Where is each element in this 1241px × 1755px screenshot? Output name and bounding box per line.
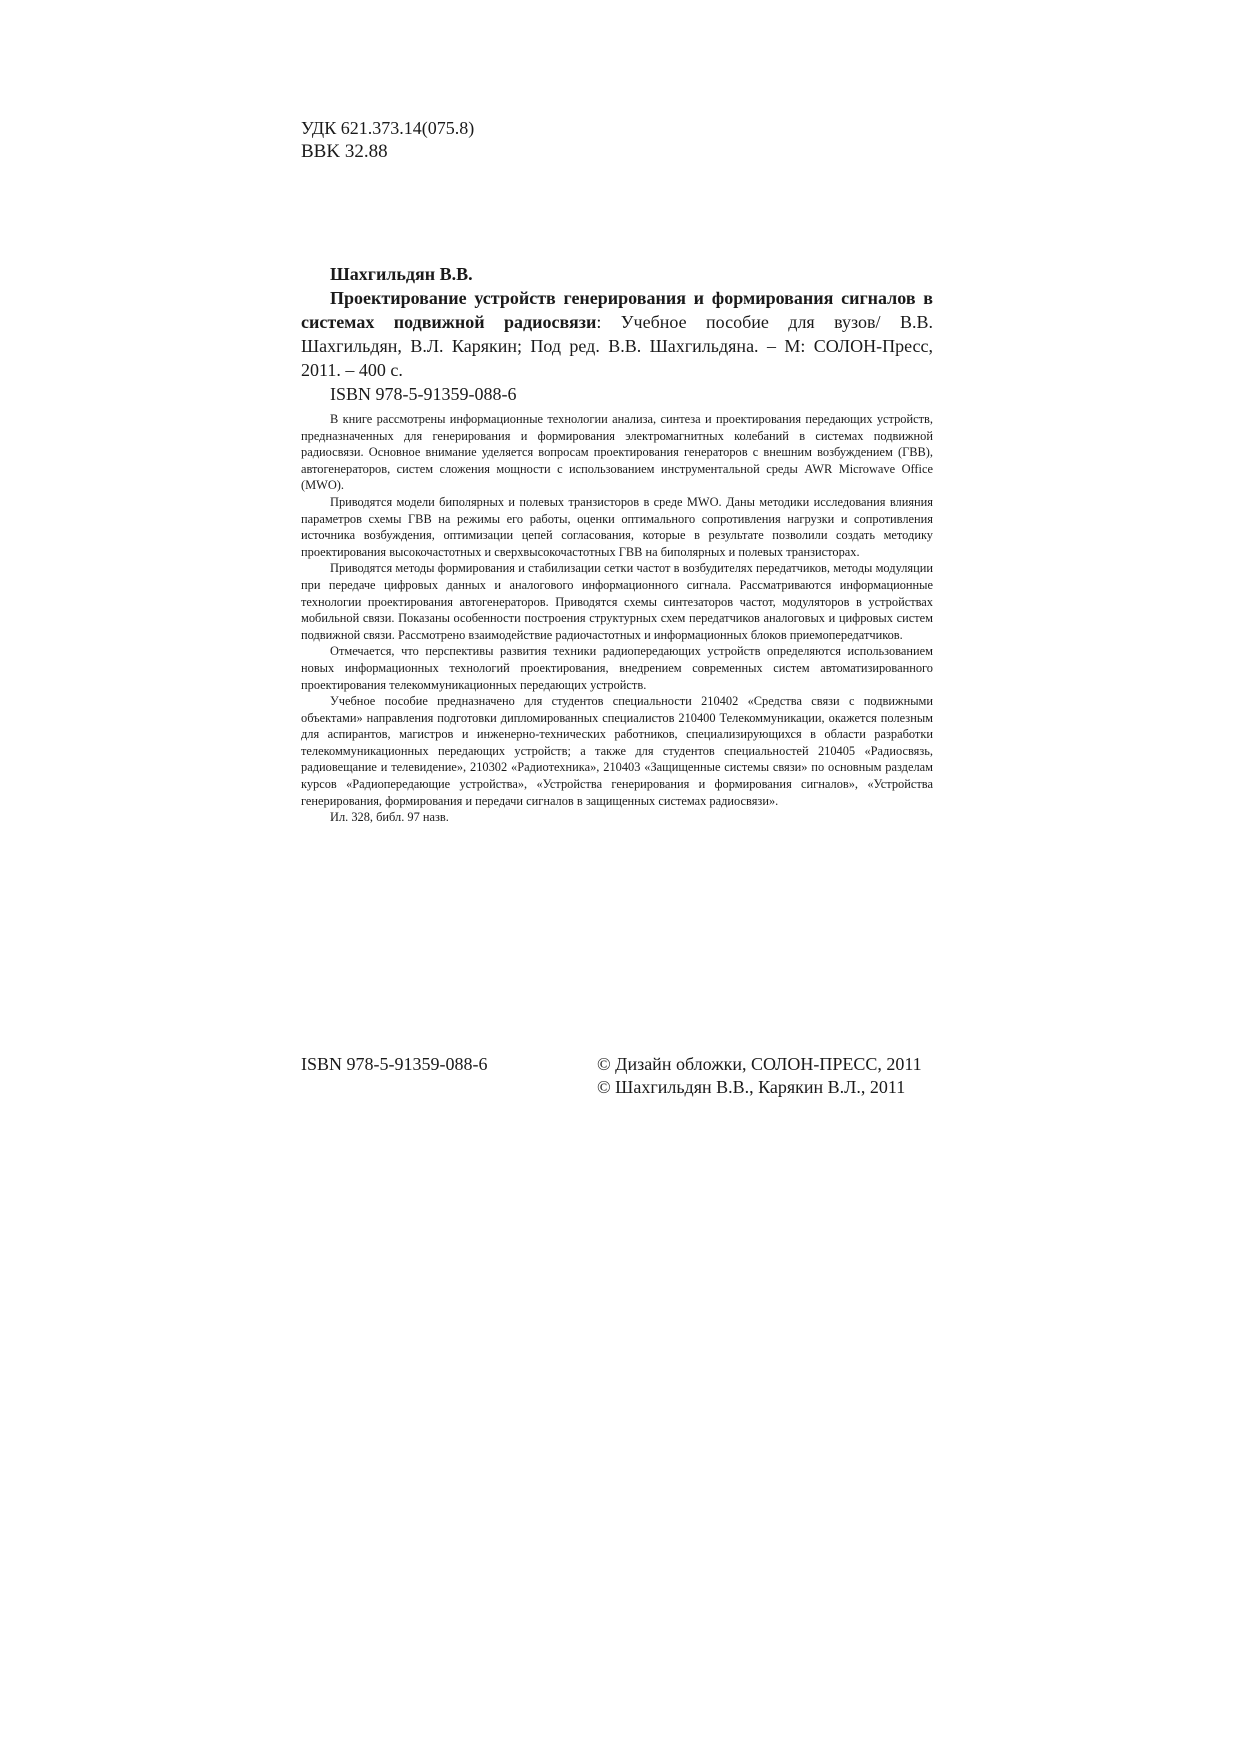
abstract-paragraph: Приводятся методы формирования и стабилизации сетки частот в возбудителях передатчиков, методы модуляции при передаче цифровых данных и аналогового информационного сигнала. Рассматриваются информационные технологии проектирования автогенераторов. Приводятся схемы синтезаторов частот, модуляторов в устройствах мобильной связи. Показаны особенности построения структурных схем передатчиков аналоговых и цифровых систем подвижной связи. Рассмотрено взаимодействие радиочастотных и информационных блоков приемопередатчиков. — [301, 561, 933, 642]
classification-block — [301, 116, 474, 164]
publication-details: : Учебное пособие для вузов/ В.В. Шахгильдян, В.Л. Карякин; Под ред. В.В. Шахгильдяна. – М: СОЛОН-Пресс, 2011. – 400 с. — [301, 312, 933, 380]
isbn-line: ISBN 978-5-91359-088-6 — [330, 384, 517, 404]
copyright-design: © Дизайн обложки, СОЛОН-ПРЕСС, 2011 — [597, 1054, 922, 1074]
footer-isbn: ISBN 978-5-91359-088-6 — [301, 1054, 488, 1074]
footer-isbn-block — [301, 1053, 488, 1076]
abstract-paragraph: Приводятся модели биполярных и полевых транзисторов в среде MWO. Даны методики исследования влияния параметров схемы ГВВ на режимы его работы, оценки оптимального сопротивления нагрузки и сопротивления источника возбуждения, оптимизации цепей согласования, которые в результате позволили создать методику проектирования высокочастотных и сверхвысокочастотных ГВВ на биполярных и полевых транзисторах. — [301, 494, 933, 559]
author-name: Шахгильдян В.В. — [330, 264, 473, 284]
abstract-paragraph: В книге рассмотрены информационные технологии анализа, синтеза и проектирования передающих устройств, предназначенных для генерирования и формирования электромагнитных колебаний в системах подвижной радиосвязи. Основное внимание уделяется вопросам проектирования генераторов с внешним возбуждением (ГВВ), автогенераторов, систем сложения мощности с использованием инструментальной среды AWR Microwave Office (MWO). — [301, 412, 933, 493]
illustrations-count: Ил. 328, библ. 97 назв. — [330, 810, 449, 825]
abstract — [301, 411, 933, 826]
bbk-code: BBK 32.88 — [301, 141, 388, 162]
copyright-authors: © Шахгильдян В.В., Карякин В.Л., 2011 — [597, 1077, 906, 1097]
copyright-block — [597, 1053, 922, 1099]
udk-code: УДК 621.373.14(075.8) — [301, 118, 475, 138]
bibliographic-description — [301, 286, 933, 382]
abstract-paragraph: Отмечается, что перспективы развития техники радиопередающих устройств определяются использованием новых информационных технологий проектирования, внедрением современных систем автоматизированного проектирования телекоммуникационных передающих устройств. — [301, 644, 933, 692]
book-title: Проектирование устройств генерирования и формирования сигналов в системах подвижной радиосвязи — [301, 288, 933, 332]
bibliographic-record — [301, 262, 933, 406]
abstract-paragraph: Учебное пособие предназначено для студентов специальности 210402 «Средства связи с подвижными объектами» направления подготовки дипломированных специалистов 210400 Телекоммуникации, окажется полезным для аспирантов, магистров и инженерно-технических работников, специализирующихся в области разработки телекоммуникационных передающих устройств; а также для студентов специальностей 210405 «Радиосвязь, радиовещание и телевидение», 210302 «Радиотехника», 210403 «Защищенные системы связи» по основным разделам курсов «Радиопередающие устройства», «Устройства генерирования и формирования сигналов», «Устройства генерирования, формирования и передачи сигналов в защищенных системах радиосвязи». — [301, 694, 933, 808]
